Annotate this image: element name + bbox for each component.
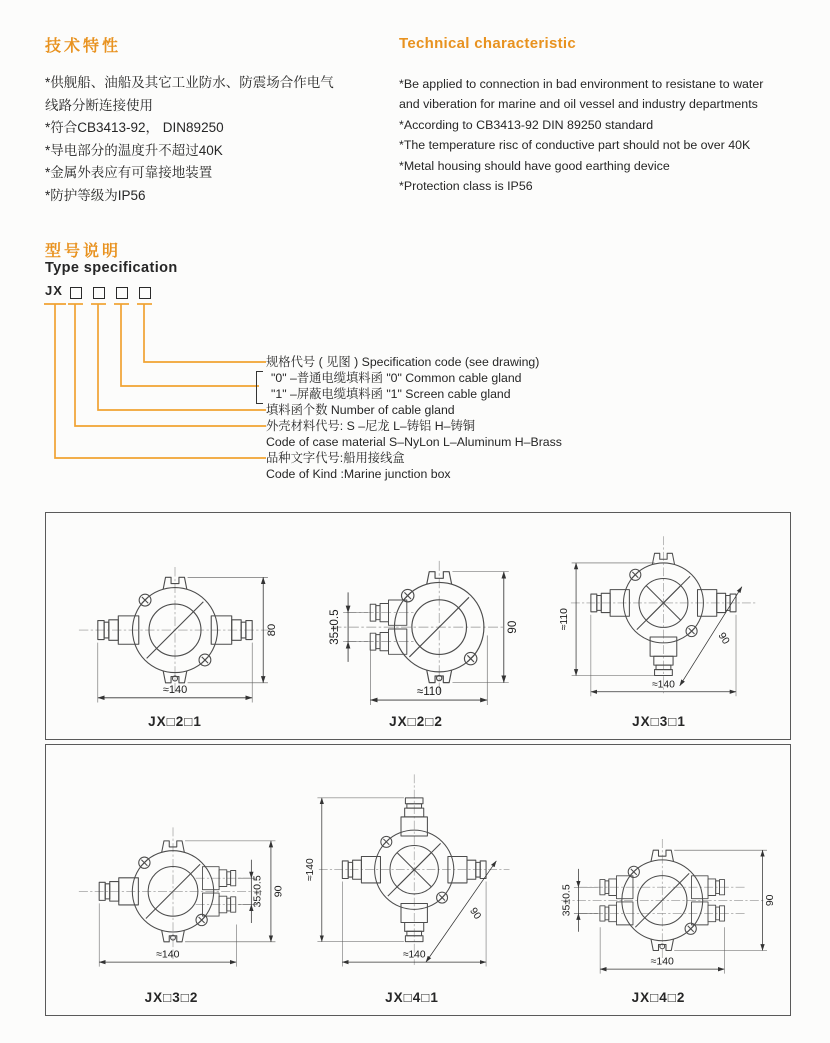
figure-jx4-2: [535, 818, 782, 1013]
drawing-jx3-2: [54, 807, 289, 983]
legend-line: 外壳材料代号: S –尼龙 L–铸铝 H–铸铜: [266, 419, 476, 433]
tech-item-zh: *供舰船、油船及其它工业防水、防震场合作电气: [45, 75, 334, 90]
tech-item-en: *According to CB3413-92 DIN 89250 standard: [399, 117, 654, 132]
figure-label: JX□3□1: [632, 714, 686, 729]
typespec-title-en: Type specification: [45, 260, 178, 276]
drawing-jx4-1: [291, 770, 533, 983]
drawing-jx2-1: [60, 545, 290, 707]
dim-label: ≈140: [650, 957, 674, 969]
figure-jx4-1: [291, 770, 533, 1013]
tech-item-zh: *导电部分的温度升不超过40K: [45, 142, 223, 158]
dim-label: 90: [507, 621, 520, 634]
type-code-box-1: [70, 287, 82, 299]
tech-item-zh: 线路分断连接使用: [45, 97, 153, 113]
drawing-panel-bottom: [45, 744, 791, 1016]
dim-label: ≈140: [305, 858, 317, 882]
figure-jx3-1: [542, 520, 776, 737]
dim-label: ≈140: [651, 679, 675, 691]
figure-label: JX□3□2: [144, 990, 199, 1005]
dim-label: ≈110: [559, 608, 571, 631]
tech-title-en: Technical characteristic: [399, 35, 577, 52]
tech-item-zh: *符合CB3413-92， DIN89250: [45, 120, 224, 135]
typespec-title-zh: 型号说明: [45, 243, 122, 260]
dim-label: ≈110: [416, 686, 442, 699]
legend-line: "0" –普通电缆填料函 "0" Common cable gland: [271, 371, 522, 385]
type-code-prefix: JX: [45, 283, 63, 298]
dim-label: ≈140: [402, 950, 426, 962]
legend-line: 填料函个数 Number of cable gland: [266, 403, 455, 417]
dim-label: 35±0.5: [251, 875, 264, 908]
legend-line: Code of case material S–NyLon L–Aluminum H–Brass: [266, 435, 562, 449]
legend-line: "1" –屏蔽电缆填料函 "1" Screen cable gland: [271, 387, 511, 401]
tech-item-zh: *防护等级为IP56: [45, 187, 146, 203]
type-code-legend: [266, 354, 562, 482]
tech-list-zh: [45, 72, 405, 207]
tech-list-en: [399, 74, 824, 196]
dim-label: 35±0.5: [561, 884, 573, 917]
tech-item-en: and viberation for marine and oil vessel and industry departments: [399, 97, 758, 112]
legend-line: 规格代号 ( 见图 ) Specification code (see drawing): [266, 355, 540, 369]
dim-label: 90: [765, 894, 777, 907]
tech-item-zh: *金属外表应有可靠接地装置: [45, 165, 213, 180]
legend-line: 品种文字代号:船用接线盒: [266, 451, 405, 465]
dim-label: ≈140: [156, 948, 180, 961]
tech-item-en: *Protection class is IP56: [399, 179, 533, 194]
figure-jx2-1: [60, 545, 290, 737]
drawing-jx2-2: [305, 541, 527, 707]
figure-label: JX□2□2: [389, 714, 443, 729]
tech-item-en: *The temperature risc of conductive part should not be over 40K: [399, 138, 751, 153]
tech-item-en: *Be applied to connection in bad environment to resistane to water: [399, 77, 764, 91]
type-code-box-4: [139, 287, 151, 299]
figure-label: JX□4□2: [631, 990, 686, 1005]
drawing-jx3-1: [542, 520, 776, 707]
dim-label: 90: [272, 885, 285, 897]
drawing-panel-top: [45, 512, 791, 740]
dim-label: 35±0.5: [329, 609, 342, 646]
drawing-jx4-2: [535, 818, 782, 983]
legend-bracket: [256, 371, 263, 404]
figure-jx3-2: [54, 807, 289, 1013]
dim-label: 80: [266, 623, 279, 636]
figure-jx2-2: [305, 541, 527, 737]
dim-label: 90: [715, 631, 732, 647]
dim-label: 90: [467, 906, 483, 922]
tech-item-en: *Metal housing should have good earthing device: [399, 158, 670, 173]
type-code-box-2: [93, 287, 105, 299]
figure-label: JX□2□1: [148, 714, 202, 729]
legend-line: Code of Kind :Marine junction box: [266, 467, 451, 481]
tech-title-zh: 技术特性: [45, 38, 122, 55]
dim-label: ≈140: [162, 683, 188, 696]
type-code-box-3: [116, 287, 128, 299]
figure-label: JX□4□1: [385, 990, 439, 1005]
